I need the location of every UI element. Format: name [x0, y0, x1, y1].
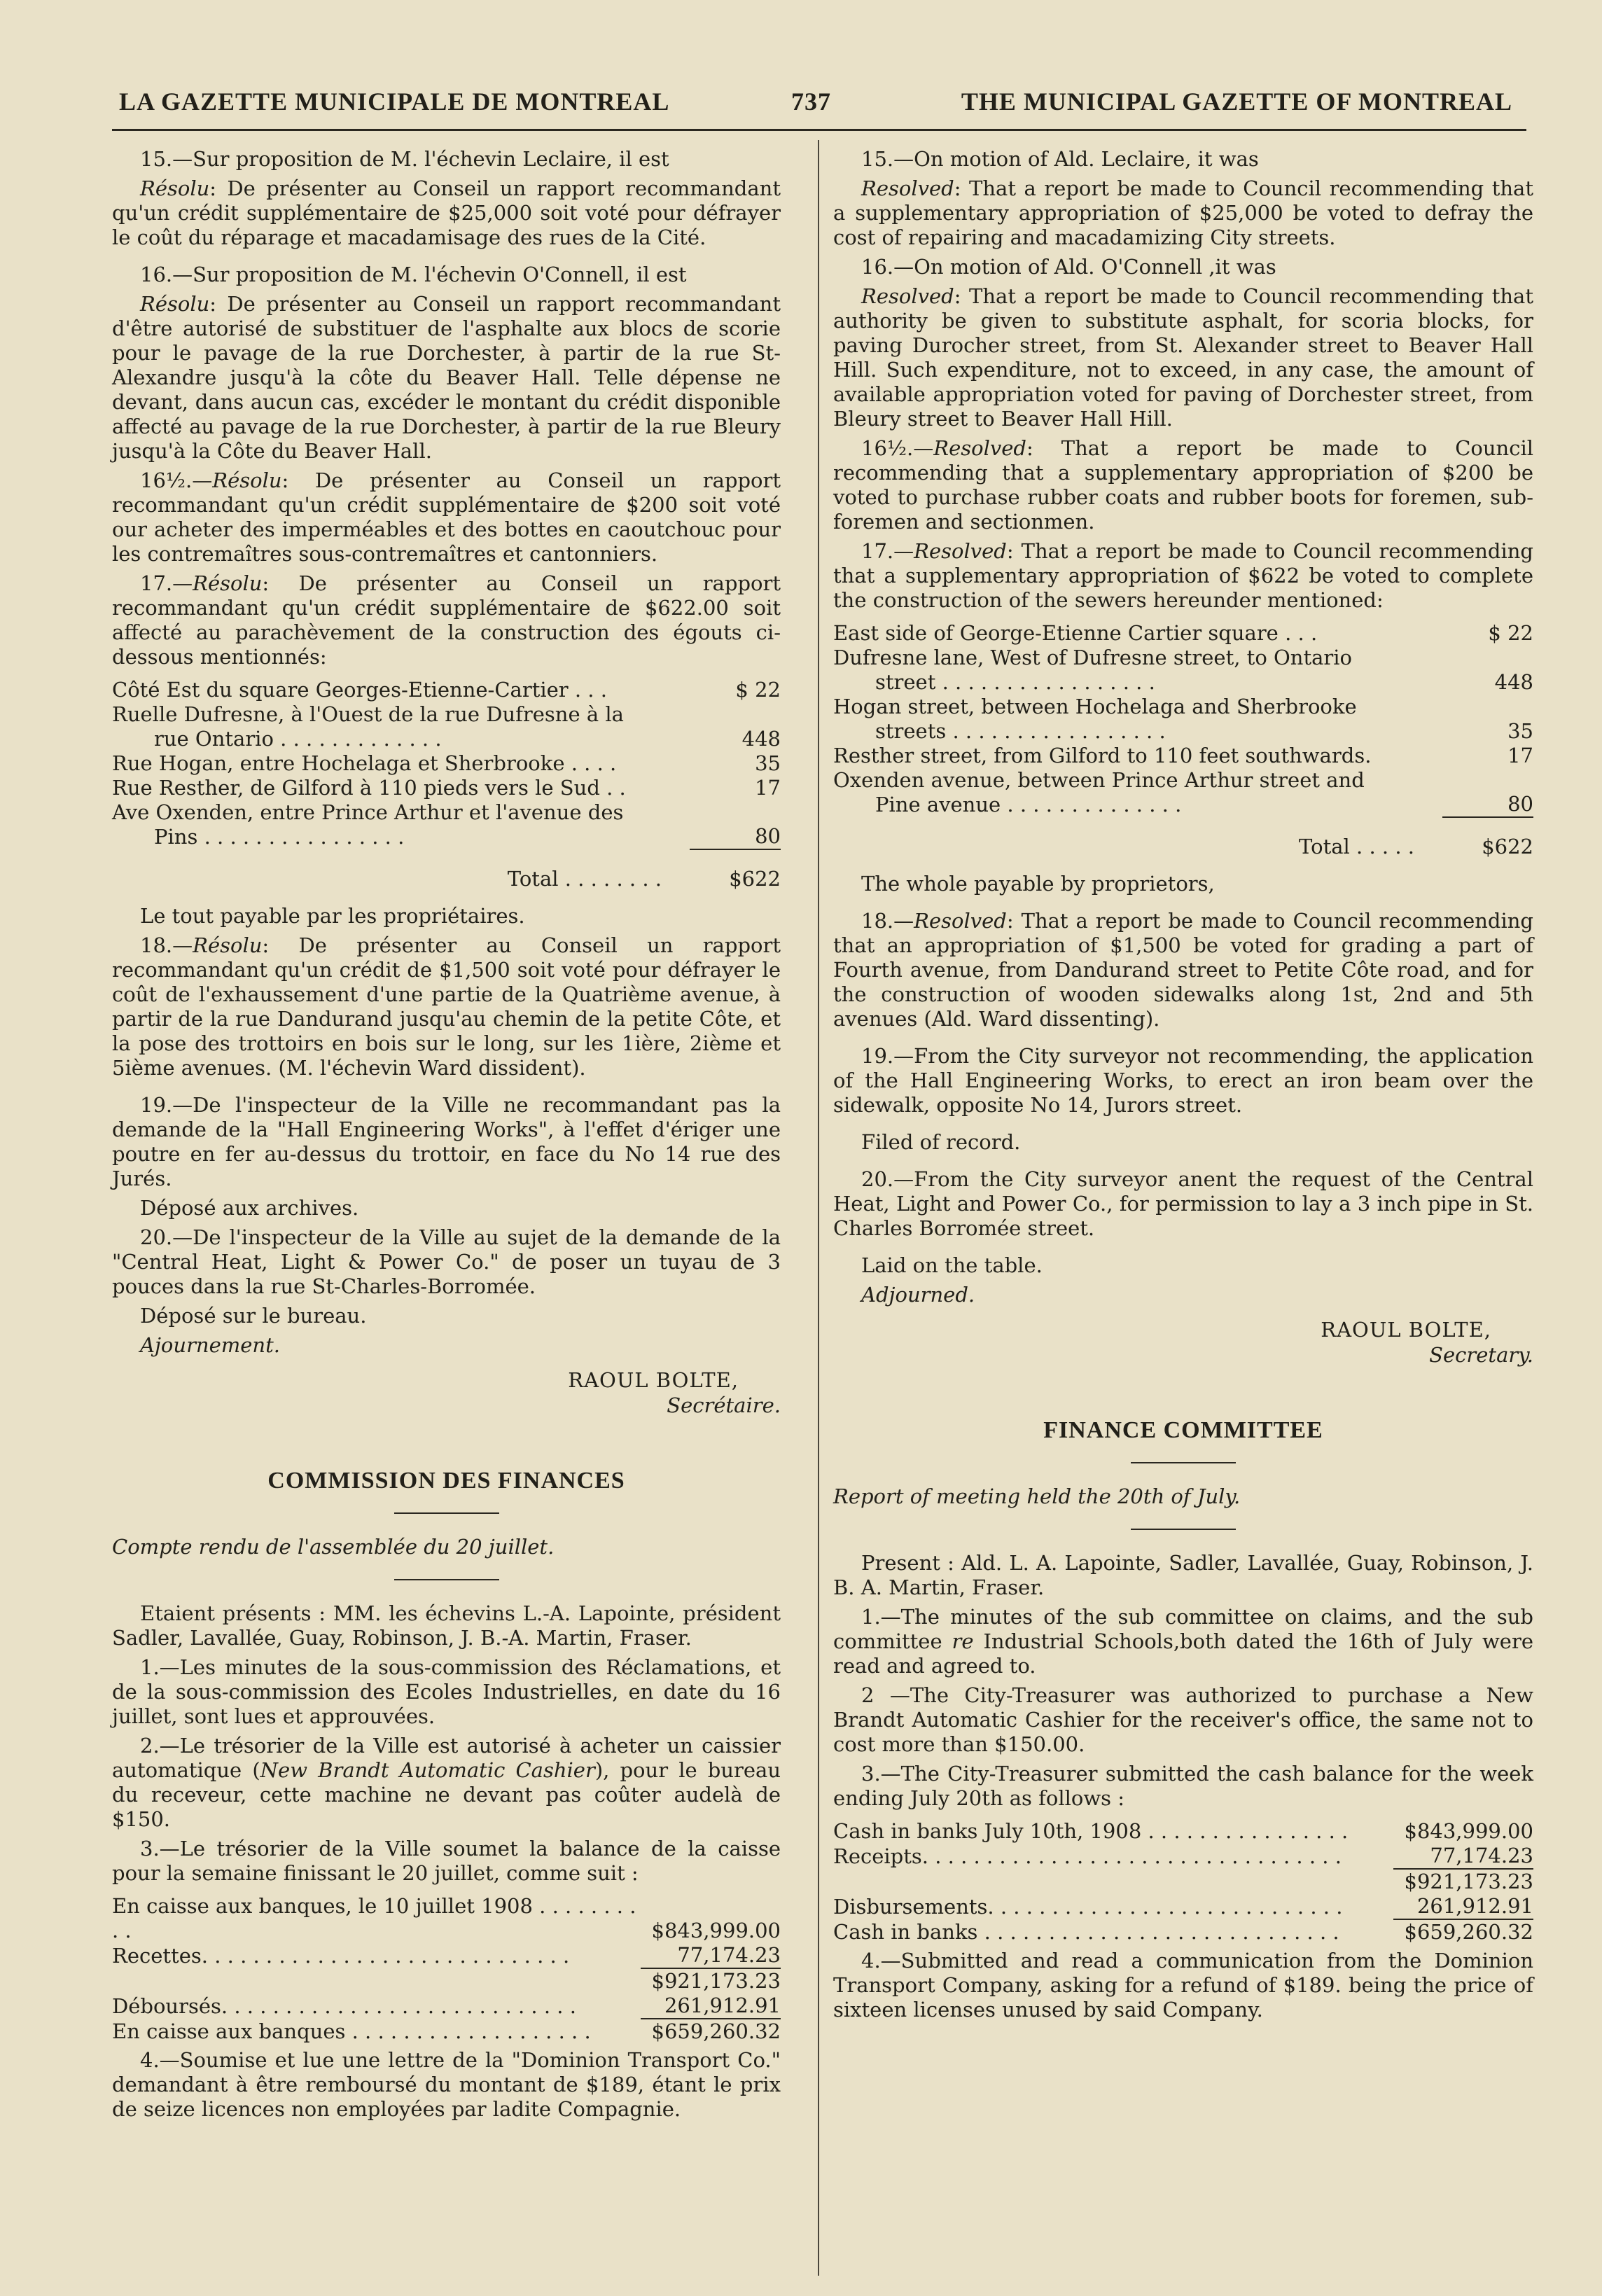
resolu-label: Résolu — [212, 468, 282, 492]
item-15-motion: 15.—Sur proposition de M. l'échevin Leclaire, il est — [140, 147, 669, 171]
item-19: 19.—From the City surveyor not recommending, the application of the Hall Engineering Works, to erect an iron beam over the sidewalk, opposite No 14, Jurors street. — [833, 1044, 1533, 1117]
cash-label: Recettes. . . . . . . . . . . . . . . . . . . . . . . . . . . . . — [112, 1944, 570, 1968]
cash-amount: $921,173.23 — [641, 1968, 781, 1994]
finance-item-4: 4.—Submitted and read a communication from the Dominion Transport Company, asking for a refund of $189. being the price of sixteen licenses unused by said Company. — [833, 1949, 1533, 2022]
sewer-amount: 35 — [1507, 719, 1533, 743]
sewer-location: Dufresne lane, West of Dufresne street, to Ontario — [833, 646, 1353, 669]
page-header — [119, 84, 1512, 126]
sewer-location-cont: Pins . . . . . . . . . . . . . . . . — [154, 825, 405, 849]
item-15-resolution — [833, 176, 1533, 250]
total-row — [833, 817, 1533, 859]
machine-name: New Brandt Automatic Cashier — [260, 1758, 595, 1782]
table-row — [833, 621, 1533, 646]
item-19-disposition: Déposé aux archives. — [140, 1196, 359, 1220]
table-row — [833, 744, 1533, 768]
cash-amount: $843,999.00 — [1404, 1819, 1533, 1843]
subtitle-rule — [1131, 1529, 1236, 1530]
sewer-location-cont: street . . . . . . . . . . . . . . . . . — [875, 670, 1155, 694]
resolu-label: Résolu — [140, 176, 210, 200]
item-16-resolution — [833, 284, 1533, 431]
sewer-location: Ruelle Dufresne, à l'Ouest de la rue Dufresne à la — [112, 702, 624, 726]
finance-item-1: 1.—Les minutes de la sous-commission des Réclamations, et de la sous-commission des Ecoles Industrielles, en date du 16 juillet, sont lues et approuvées. — [112, 1655, 781, 1728]
sewer-amount: 35 — [755, 751, 781, 775]
sewer-location: Rue Hogan, entre Hochelaga et Sherbrooke . . . . — [112, 751, 617, 775]
cash-amount: 77,174.23 — [677, 1943, 781, 1967]
table-row — [833, 695, 1533, 744]
section-title: COMMISSION DES FINANCES — [267, 1468, 625, 1494]
cash-label: Cash in banks . . . . . . . . . . . . . . . . . . . . . . . . . . . . — [833, 1920, 1339, 1944]
item-16-motion: 16.—On motion of Ald. O'Connell ,it was — [861, 255, 1276, 279]
resolu-label: Résolu — [140, 292, 210, 316]
cash-label: En caisse aux banques . . . . . . . . . . . . . . . . . . . — [112, 2019, 591, 2043]
cash-amount: $921,173.23 — [1393, 1869, 1533, 1894]
item-number: 17.— — [861, 539, 914, 563]
sewer-amount: $ 22 — [1488, 621, 1533, 645]
sewer-location: Oxenden avenue, between Prince Arthur street and — [833, 768, 1365, 792]
members-present: Etaient présents : MM. les échevins L.-A. Lapointe, président Sadler, Lavallée, Guay, Robinson, J. B.-A. Martin, Fraser. — [112, 1601, 781, 1650]
item-20: 20.—From the City surveyor anent the request of the Central Heat, Light and Power Co., for permission to lay a 3 inch pipe in St. Charles Borromée street. — [833, 1167, 1533, 1240]
signature-block — [112, 1368, 781, 1418]
item-number: 16½.— — [140, 468, 213, 492]
item-number: 18.— — [861, 909, 914, 933]
sewer-location-cont: Pine avenue . . . . . . . . . . . . . . — [875, 793, 1182, 816]
resolution-text: : De présenter au Conseil un rapport recommandant d'être autorisé de substituer de l'asphalte aux blocs de scorie pour le pavage de la rue Dorchester, à partir de la rue St-Alexandre jusqu'à la côte du Beaver Hall. Telle dépense ne devant, dans aucun cas, excéder le montant du crédit disponible affecté au pavage de la rue Dorchester, à partir de la rue Bleury jusqu'à la Côte du Beaver Hall. — [112, 292, 781, 463]
header-rule — [112, 129, 1526, 131]
sewer-table — [833, 621, 1533, 859]
table-row — [833, 1844, 1533, 1869]
finance-item-3: 3.—The City-Treasurer submitted the cash balance for the week ending July 20th as follows : — [833, 1762, 1533, 1810]
finance-text: 1.—The minutes of the sub committee on claims, and the sub committee — [833, 1605, 1533, 1653]
total-label: Total . . . . . — [1299, 835, 1414, 858]
sewer-location: Rue Resther, de Gilford à 110 pieds vers le Sud . . — [112, 776, 626, 800]
report-subtitle: Compte rendu de l'assemblée du 20 juillet. — [112, 1535, 555, 1559]
table-row — [112, 702, 781, 751]
sewer-table — [112, 678, 781, 891]
table-row — [833, 768, 1533, 817]
payable-note: The whole payable by proprietors, — [861, 872, 1215, 896]
title-rule — [1131, 1462, 1236, 1463]
cash-amount: $843,999.00 — [651, 1919, 781, 1942]
sewer-amount: $ 22 — [735, 678, 781, 702]
cash-label — [112, 1968, 641, 1994]
resolution-text: : De présenter au Conseil un rapport recommandant qu'un crédit de $1,500 soit voté pour défrayer le coût de l'exhaussement d'une partie de la Quatrième avenue, à partir de la rue Dandurand jusqu'au chemin de la petite Côte, et la pose des trottoirs en bois sur le long, sur les 1ière, 2ième et 5ième avenues. (M. l'échevin Ward dissident). — [112, 933, 781, 1080]
total-row — [112, 849, 781, 891]
finance-item-3: 3.—Le trésorier de la Ville soumet la balance de la caisse pour la semaine finissant le 20 juillet, comme suit : — [112, 1837, 781, 1885]
table-row — [112, 2019, 781, 2044]
sewer-location: Côté Est du square Georges-Etienne-Cartier . . . — [112, 678, 607, 702]
resolution-text: : That a report be made to Council recommending that a supplementary appropriation of $622 be voted to complete the construction of the sewers hereunder mentioned: — [833, 539, 1533, 612]
item-18 — [112, 933, 781, 1080]
sewer-location: East side of George-Etienne Cartier square . . . — [833, 621, 1318, 645]
secretary-name: RAOUL BOLTE, — [568, 1368, 739, 1392]
item-20-disposition: Déposé sur le bureau. — [140, 1304, 367, 1328]
cash-amount: 261,912.91 — [1416, 1894, 1533, 1918]
header-french-title: LA GAZETTE MUNICIPALE DE MONTREAL — [119, 88, 670, 116]
item-16-resolution — [112, 292, 781, 464]
secretary-title: Secrétaire. — [667, 1393, 781, 1417]
item-16-half — [833, 436, 1533, 534]
table-row — [833, 646, 1533, 695]
finance-text: ), pour le bureau du receveur, cette machine ne devant pas coûter audelà de $150. — [112, 1758, 781, 1831]
table-row — [112, 1994, 781, 2019]
sewer-location: Hogan street, between Hochelaga and Sherbrooke — [833, 695, 1357, 718]
item-number: 16½.— — [861, 436, 934, 460]
resolved-label: Resolved — [933, 436, 1026, 460]
report-subtitle: Report of meeting held the 20th of July. — [833, 1484, 1241, 1508]
header-english-title: THE MUNICIPAL GAZETTE OF MONTREAL — [961, 88, 1512, 116]
resolution-text: : That a report be made to Council recommending that authority be given to substitute asphalt, for scoria blocks, for paving Durocher street, from St. Alexander street to Beaver Hall Hill. Such expenditure, not to exceed, in any case, the amount of available appropriation voted for paving of Dorchester street, from Bleury street to Beaver Hall Hill. — [833, 284, 1533, 431]
item-15-motion: 15.—On motion of Ald. Leclaire, it was — [861, 147, 1259, 171]
resolu-label: Résolu — [193, 571, 263, 595]
resolution-text: : That a report be made to Council recommending that a supplementary appropriation of $25,000 be voted to defray the cost of repairing and macadamizing City streets. — [833, 176, 1533, 249]
table-row — [112, 678, 781, 702]
item-16-half — [112, 468, 781, 566]
adjournment: Adjourned. — [861, 1283, 975, 1307]
item-19: 19.—De l'inspecteur de la Ville ne recommandant pas la demande de la "Hall Engineering Works", à l'effet d'ériger une poutre en fer au-dessus du trottoir, en face du No 14 rue des Jurés. — [112, 1093, 781, 1190]
item-18 — [833, 909, 1533, 1031]
table-row — [112, 1894, 781, 1943]
item-number: 17.— — [140, 571, 193, 595]
item-17 — [112, 571, 781, 669]
members-present: Present : Ald. L. A. Lapointe, Sadler, Lavallée, Guay, Robinson, J. B. A. Martin, Fraser. — [833, 1551, 1533, 1599]
column-divider — [818, 140, 819, 2276]
adjournment: Ajournement. — [140, 1333, 280, 1357]
resolved-label: Resolved — [914, 909, 1007, 933]
sewer-amount: 448 — [741, 727, 781, 751]
table-row — [112, 751, 781, 776]
cash-label: Déboursés. . . . . . . . . . . . . . . . . . . . . . . . . . . . — [112, 1994, 576, 2018]
resolution-text: : De présenter au Conseil un rapport recommandant qu'un crédit supplémentaire de $622.00 soit affecté au parachèvement de la construction des égouts ci-dessous mentionnés: — [112, 571, 781, 669]
sewer-amount: 80 — [1507, 792, 1533, 816]
english-column — [833, 147, 1533, 2027]
resolved-label: Resolved — [861, 176, 954, 200]
sewer-location-cont: streets . . . . . . . . . . . . . . . . . — [875, 719, 1166, 743]
cash-label — [833, 1869, 1393, 1894]
table-row — [833, 1894, 1533, 1919]
cash-label: Receipts. . . . . . . . . . . . . . . . . . . . . . . . . . . . . . . . . — [833, 1844, 1342, 1868]
resolved-label: Resolved — [861, 284, 954, 308]
payable-note: Le tout payable par les propriétaires. — [140, 904, 525, 928]
table-row — [112, 800, 781, 849]
sewer-amount: 17 — [1507, 744, 1533, 767]
total-amount: $622 — [690, 849, 781, 891]
secretary-title: Secretary. — [1429, 1343, 1533, 1367]
table-row — [833, 1819, 1533, 1844]
page-number: 737 — [791, 88, 831, 116]
cash-label: En caisse aux banques, le 10 juillet 1908 . . . . . . . . . . — [112, 1894, 636, 1942]
item-16-motion: 16.—Sur proposition de M. l'échevin O'Connell, il est — [140, 263, 687, 286]
cash-amount: 261,912.91 — [664, 1994, 781, 2017]
cash-label: Disbursements. . . . . . . . . . . . . . . . . . . . . . . . . . . . — [833, 1895, 1343, 1919]
resolution-text: : De présenter au Conseil un rapport recommandant qu'un crédit supplémentaire de $200 soit voté our acheter des imperméables et des bottes en caoutchouc pour les contremaîtres sous-contremaîtres et cantonniers. — [112, 468, 781, 566]
french-column — [112, 147, 781, 2127]
cash-amount: 77,174.23 — [1430, 1844, 1533, 1867]
item-20: 20.—De l'inspecteur de la Ville au sujet de la demande de la "Central Heat, Light & Power Co." de poser un tuyau de 3 pouces dans la rue St-Charles-Borromée. — [112, 1225, 781, 1298]
finance-item-1 — [833, 1605, 1533, 1678]
table-row — [112, 1968, 781, 1994]
sewer-location-cont: rue Ontario . . . . . . . . . . . . . — [154, 727, 442, 751]
cash-amount: $659,260.32 — [1393, 1919, 1533, 1944]
resolu-label: Résolu — [193, 933, 263, 957]
signature-block — [833, 1317, 1533, 1368]
resolution-text: : That a report be made to Council recommending that a supplementary appropriation of $200 be voted to purchase rubber coats and rubber boots for foremen, sub-foremen and sectionmen. — [833, 436, 1533, 534]
resolution-text: : De présenter au Conseil un rapport recommandant qu'un crédit supplémentaire de $25,000 soit voté pour défrayer le coût du réparage et macadamisage des rues de la Cité. — [112, 176, 781, 249]
table-row — [833, 1919, 1533, 1944]
subtitle-rule — [394, 1579, 499, 1580]
finance-item-2: 2 —The City-Treasurer was authorized to purchase a New Brandt Automatic Cashier for the receiver's office, the same not to cost more than $150.00. — [833, 1683, 1533, 1756]
sewer-location: Resther street, from Gilford to 110 feet southwards. — [833, 744, 1372, 767]
title-rule — [394, 1512, 499, 1514]
finance-item-4: 4.—Soumise et lue une lettre de la "Dominion Transport Co." demandant à être remboursé du montant de $189, étant le prix de seize licences non employées par ladite Compagnie. — [112, 2048, 781, 2121]
item-19-disposition: Filed of record. — [861, 1130, 1021, 1154]
finance-item-2 — [112, 1734, 781, 1832]
secretary-name: RAOUL BOLTE, — [1321, 1318, 1491, 1342]
item-20-disposition: Laid on the table. — [861, 1253, 1043, 1277]
sewer-amount: 448 — [1494, 670, 1533, 694]
item-15-resolution — [112, 176, 781, 250]
cash-balance-table — [112, 1894, 781, 2044]
resolution-text: : That a report be made to Council recommending that an appropriation of $1,500 be voted for grading a part of Fourth avenue, from Dandurand street to Petite Côte road, and for the construction of wooden sidewalks along 1st, 2nd and 5th avenues (Ald. Ward dissenting). — [833, 909, 1533, 1031]
total-amount: $622 — [1442, 817, 1533, 859]
item-number: 18.— — [140, 933, 193, 957]
sewer-amount: 17 — [755, 776, 781, 800]
finance-text: Industrial Schools,both dated the 16th of July were read and agreed to. — [833, 1629, 1533, 1678]
cash-amount: $659,260.32 — [641, 2019, 781, 2044]
total-label: Total . . . . . . . . — [507, 867, 662, 891]
cash-balance-table — [833, 1819, 1533, 1944]
cash-label: Cash in banks July 10th, 1908 . . . . . . . . . . . . . . . . — [833, 1819, 1349, 1843]
table-row — [112, 1943, 781, 1968]
finance-text: 2.—Le trésorier de la Ville est autorisé à acheter un caissier automatique ( — [112, 1734, 781, 1782]
re-word: re — [952, 1629, 974, 1653]
sewer-location: Ave Oxenden, entre Prince Arthur et l'avenue des — [112, 800, 624, 824]
resolved-label: Resolved — [914, 539, 1007, 563]
sewer-amount: 80 — [755, 824, 781, 848]
table-row — [112, 776, 781, 800]
item-17 — [833, 539, 1533, 613]
section-title: FINANCE COMMITTEE — [1043, 1417, 1323, 1443]
table-row — [833, 1869, 1533, 1894]
